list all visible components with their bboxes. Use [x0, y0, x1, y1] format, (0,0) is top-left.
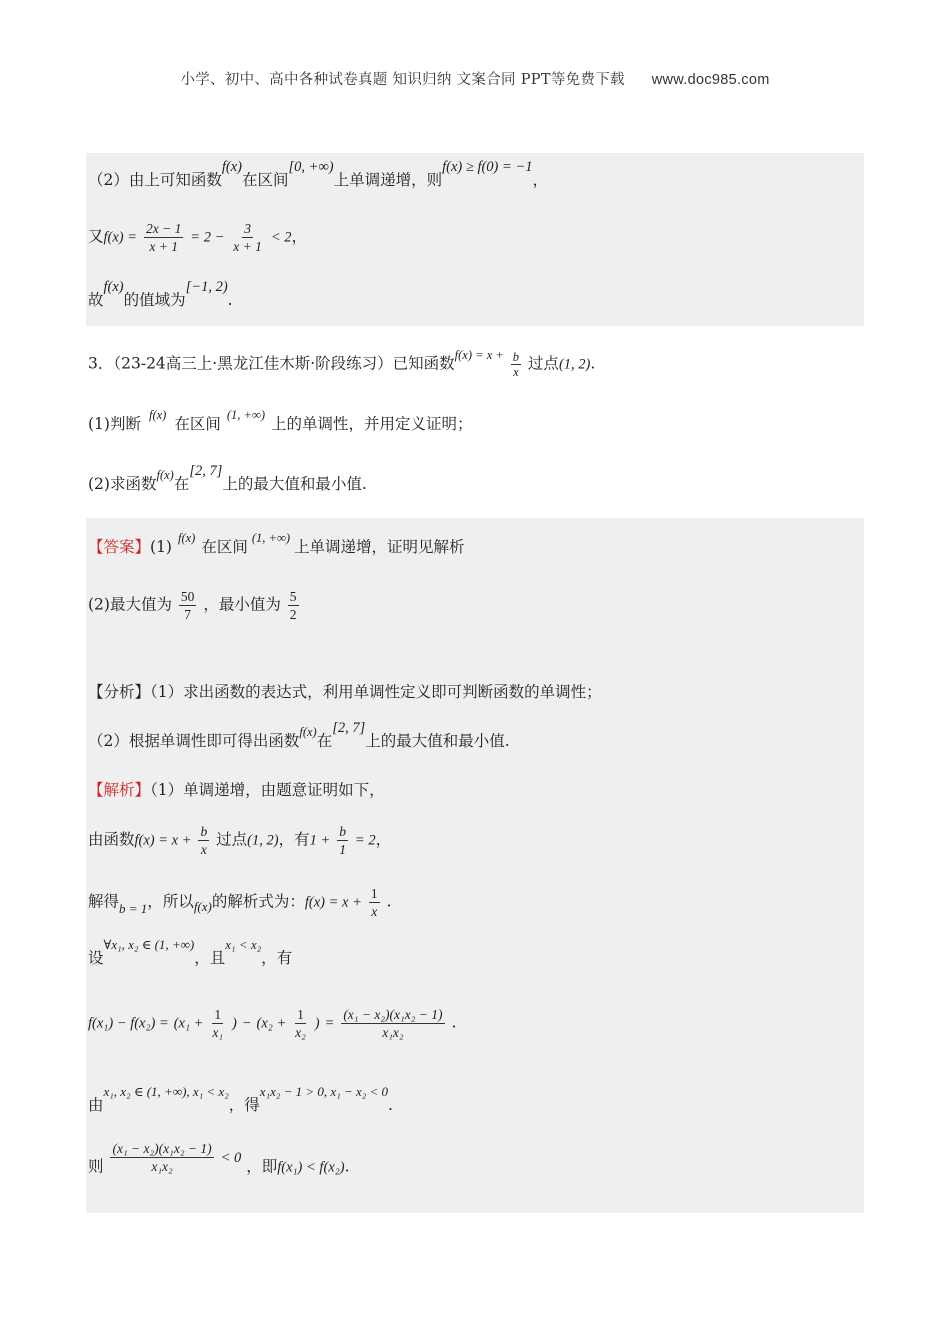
prev-line-2: 又f(x) = $\frac{2x - 1}{x + 1}$ = 2 − $\frac{3}{x + 1}$ < 2，	[88, 221, 308, 254]
analysis-tag: 【分析】	[88, 683, 151, 701]
solution-line-2: 由函数f(x) = x + $\frac{b}{x}$ 过点(1, 2)，有1 + $\frac{b}{1}$ = 2，	[88, 824, 392, 857]
answer-line-2: (2)最大值为 $\frac{50}{7}$ ，最小值为 $\frac{5}{2}$	[88, 589, 297, 622]
page-header	[0, 68, 950, 89]
solution-line-7: 则 $\frac{\text{(x₁ − x₂)(x₁x₂ − 1)}}{\text{x₁x₂}}$ < 0 ，即f(x₁) < f(x₂).	[88, 1141, 350, 1176]
question-3-part-2: (2)求函数$^{f(x)}$在[2, 7]上的最大值和最小值.	[88, 463, 367, 493]
fraction: $\frac{1}{x}$	[370, 886, 378, 919]
analysis-line-2: （2）根据单调性即可得出函数$^{f(x)}$在[2, 7]上的最大值和最小值.	[88, 720, 510, 750]
solution-line-1: 【解析】（1）单调递增，由题意证明如下，	[88, 781, 385, 799]
prev-line-1: （2）由上可知函数f(x)在区间[0, +∞)上单调递增，则f(x) ≥ f(0) = −1，	[88, 159, 548, 189]
answer-tag: 【答案】	[88, 538, 151, 556]
fraction: $\frac{50}{7}$	[180, 589, 195, 622]
fraction: $\frac{2x - 1}{x + 1}$	[145, 221, 182, 254]
fraction: $\frac{1}{\text{x₂}}$	[295, 1007, 306, 1040]
answer-line-1: 【答案】(1) $^{f(x)}$ 在区间 $^{(1, +\infty)}$ 上单调递增，证明见解析	[88, 531, 465, 556]
header-site: www.doc985.com	[651, 72, 770, 88]
fraction: $\frac{3}{x + 1}$	[233, 221, 262, 254]
fraction: $\frac{b}{1}$	[339, 824, 346, 857]
fraction: $\frac{1}{\text{x₁}}$	[212, 1007, 224, 1040]
solution-line-5: f(x₁) − f(x₂) = (x₁ + $\frac{1}{\text{x₁}}$ ) − (x₂ + $\frac{1}{\text{x₂}}$ ) = $\frac{\text{(x₁ − x₂)(x₁x₂ − 1)}}{\text{x₁x₂}}$ .	[88, 1007, 457, 1040]
fraction: $\frac{\text{(x₁ − x₂)(x₁x₂ − 1)}}{\text{x₁x₂}}$	[112, 1141, 212, 1174]
fraction: $\frac{5}{2}$	[289, 589, 297, 622]
solution-line-4: 设$^{\forall x_1, x_2 \in (1, +\infty)}$，且$^{x_1 < x_2}$，有	[88, 937, 293, 967]
header-text: 小学、初中、高中各种试卷真题 知识归纳 文案合同 PPT等免费下载	[180, 72, 625, 88]
fraction: $\frac{\text{(x₁ − x₂)(x₁x₂ − 1)}}{\text{x₁x₂}}$	[343, 1007, 443, 1040]
prev-line-3: 故f(x)的值域为[−1, 2).	[88, 279, 233, 309]
solution-tag: 【解析】	[88, 781, 151, 799]
question-3-stem: 3．（23-24高三上·黑龙江佳木斯·阶段练习）已知函数$^{f(x) = x +}$ $\frac{b}{x}$ 过点(1, 2).	[88, 347, 596, 379]
fraction: $\frac{b}{x}$	[512, 350, 519, 379]
fraction: $\frac{b}{x}$	[200, 824, 208, 857]
analysis-line-1: 【分析】（1）求出函数的表达式，利用单调性定义即可判断函数的单调性；	[88, 683, 602, 701]
question-3-part-1: (1)判断 $^{f(x)}$ 在区间 $^{(1, +\infty)}$ 上的单调性，并用定义证明；	[88, 408, 473, 433]
solution-line-6: 由$^{x_1, x_2 \in (1, +\infty), x_1 < x_2}$，得$^{x_1x_2 - 1 > 0, x_1 - x_2 < 0}$.	[88, 1084, 393, 1114]
solution-line-3: 解得$_{b = 1}$，所以$_{f(x)}$的解析式为：f(x) = x + $\frac{1}{x}$ .	[88, 886, 392, 919]
